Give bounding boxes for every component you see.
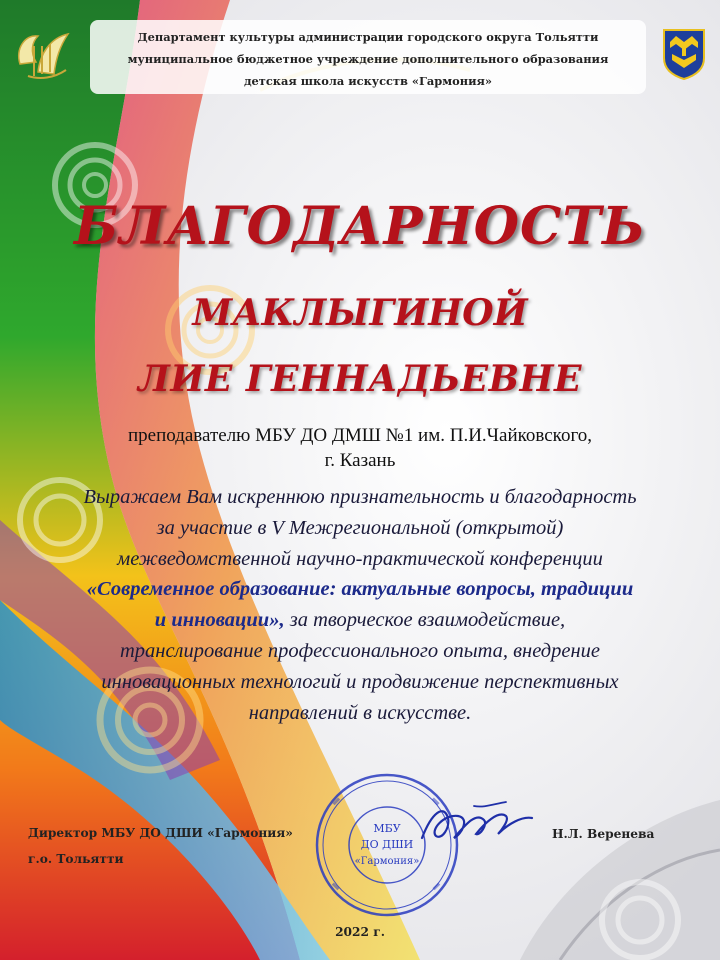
gratitude-line: направлений в искусстве. — [248, 701, 472, 724]
gratitude-line-rest: за творческое взаимодействие, — [284, 609, 566, 632]
certificate-year: 2022 г. — [335, 925, 385, 939]
recipient-position: преподавателю МБУ ДО ДМШ №1 им. П.И.Чайковского, — [127, 425, 593, 446]
gratitude-line: Выражаем Вам искреннюю признательность и благодарность — [83, 486, 637, 508]
gratitude-line: за участие в V Межрегиональной (открытой) — [156, 516, 564, 539]
recipient-given-name: ЛИЕ ГЕННАДЬЕВНЕ — [138, 358, 582, 400]
handwritten-signature — [414, 794, 540, 858]
director-title: Директор МБУ ДО ДШИ «Гармония» — [28, 826, 293, 840]
recipient-city: г. Казань — [324, 450, 396, 471]
conference-title-end: и инновации», — [154, 609, 285, 632]
director-city: г.о. Тольятти — [28, 852, 124, 866]
gratitude-line — [0, 605, 720, 636]
school-logo-icon — [10, 24, 80, 84]
stamp-center-line: МБУ — [373, 822, 401, 835]
conference-title: «Современное образование: актуальные вопросы, традиции — [86, 578, 634, 601]
header-department: Департамент культуры администрации городского округа Тольятти — [137, 30, 599, 44]
header-institution-type: муниципальное бюджетное учреждение дополнительного образования — [127, 52, 609, 66]
header-school-name: детская школа искусств «Гармония» — [243, 74, 493, 88]
stamp-center-line: ДО ДШИ — [360, 838, 414, 851]
certificate-title: БЛАГОДАРНОСТЬ — [73, 196, 647, 257]
gratitude-line: инновационных технологий и продвижение перспективных — [101, 670, 619, 693]
header-institution-box — [90, 20, 646, 94]
director-name: Н.Л. Веренева — [552, 827, 655, 841]
gratitude-line: транслирование профессионального опыта, внедрение — [119, 639, 601, 662]
city-coat-of-arms-icon — [662, 28, 706, 80]
gratitude-text — [0, 482, 720, 728]
stamp-center-line: «Гармония» — [354, 856, 420, 867]
recipient-surname: МАКЛЫГИНОЙ — [192, 292, 528, 334]
gratitude-line: межведомственной научно-практической конференции — [117, 547, 603, 570]
